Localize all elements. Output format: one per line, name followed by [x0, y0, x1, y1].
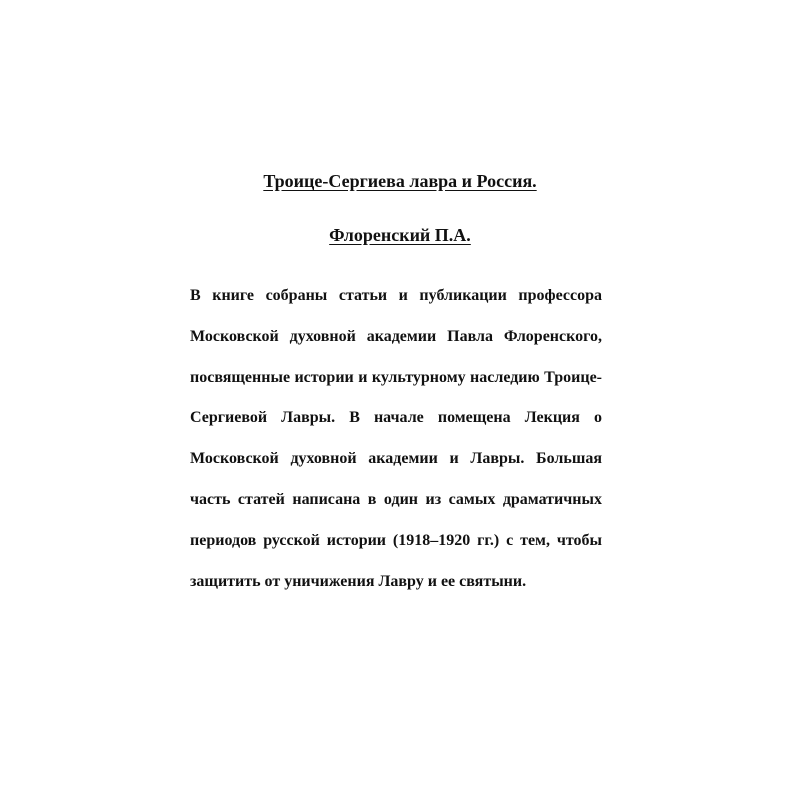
- document-author: Флоренский П.А.: [329, 225, 471, 245]
- annotation-paragraph: В книге собраны статьи и публикации профессора Московской духовной академии Павла Флоренского, посвященные истории и культурному наследию Троице-Сергиевой Лавры. В начале помещена Лекция о Московской духовной академии и Лавры. Большая часть статей написана в один из самых драматичных периодов русской истории (1918–1920 гг.) с тем, чтобы защитить от уничижения Лавру и ее святыни.: [190, 287, 602, 590]
- document-title: Троице-Сергиева лавра и Россия.: [263, 171, 537, 191]
